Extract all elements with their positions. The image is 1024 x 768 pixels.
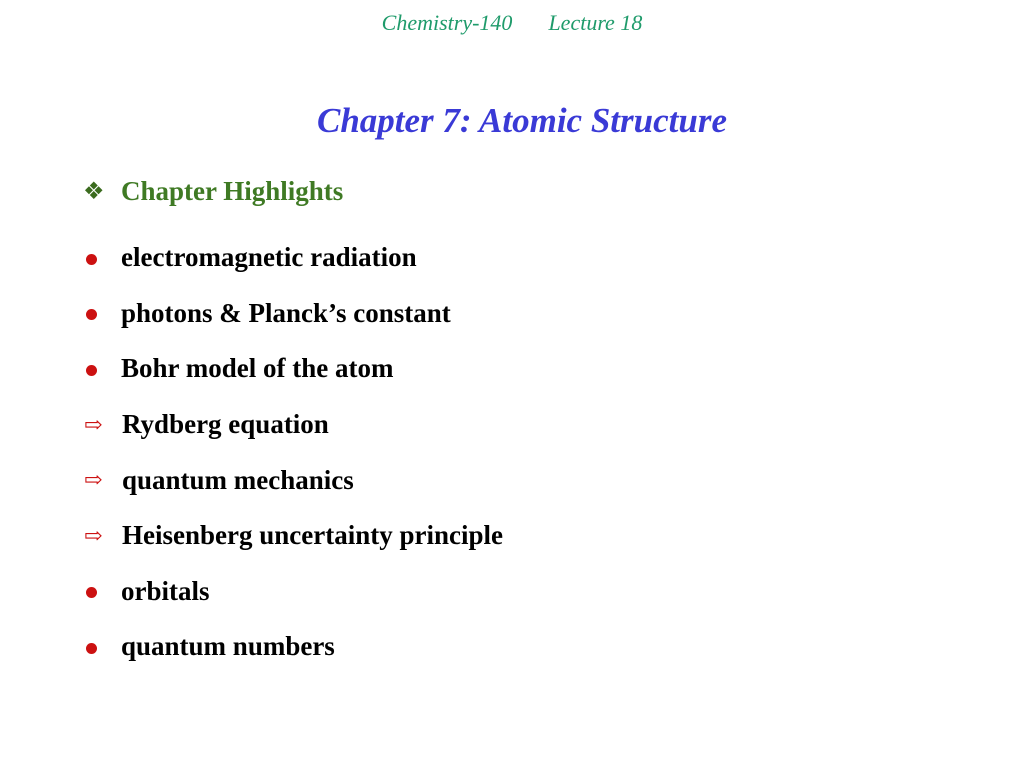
list-item-heisenberg [83, 508, 503, 564]
list-item-label: quantum mechanics [122, 464, 354, 495]
bullet-dot-icon [83, 248, 121, 268]
list-item-label: electromagnetic radiation [121, 242, 417, 273]
bullet-dot-icon [83, 359, 121, 379]
list-item-label: quantum numbers [121, 631, 335, 662]
lecture-number: Lecture 18 [548, 10, 643, 35]
list-item-chapter-highlights [83, 173, 503, 210]
bullet-dot-icon [83, 637, 121, 657]
list-item-bohr-model [83, 341, 503, 397]
list-item-rydberg-equation [83, 397, 503, 453]
course-name: Chemistry-140 [381, 10, 513, 35]
list-item-label: Chapter Highlights [121, 176, 344, 206]
bullet-dot-icon [83, 581, 121, 601]
list-item-photons [83, 286, 503, 342]
list-item-label: orbitals [121, 575, 210, 606]
list-item-quantum-mechanics [83, 452, 503, 508]
list-item-label: Rydberg equation [122, 409, 329, 440]
list-item-label: Bohr model of the atom [121, 353, 394, 384]
list-item-quantum-numbers [83, 619, 503, 675]
slide-header [0, 10, 1024, 36]
list-item-label: Heisenberg uncertainty principle [122, 520, 503, 551]
bullet-dot-icon [83, 303, 121, 323]
slide-title: Chapter 7: Atomic Structure [316, 101, 727, 140]
outline-arrow-icon: ⇨ [84, 467, 103, 493]
list-item-label: photons & Planck’s constant [121, 297, 451, 328]
list-item-orbitals [83, 564, 503, 620]
list-item-electromagnetic-radiation [83, 230, 503, 286]
outline-arrow-icon: ⇨ [84, 411, 103, 437]
highlights-list [83, 173, 503, 675]
diamond-cluster-icon: ❖ [83, 178, 105, 205]
outline-arrow-icon: ⇨ [84, 522, 103, 548]
